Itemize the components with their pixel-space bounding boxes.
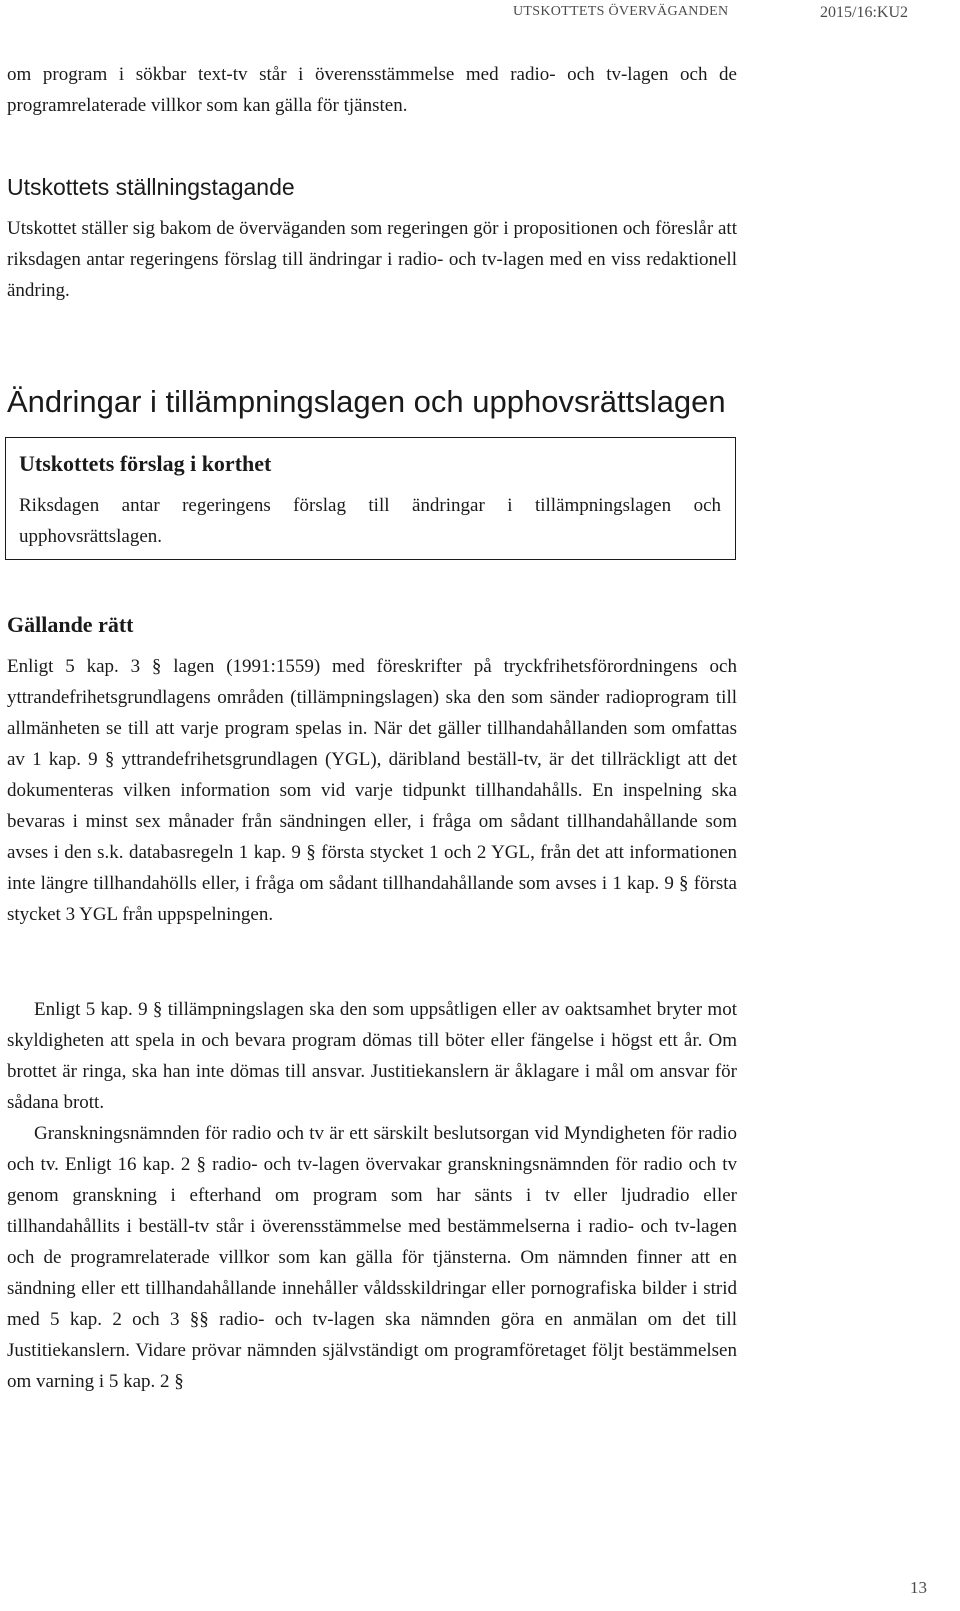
page-number: 13 (910, 1578, 927, 1597)
law-paragraph-1: Enligt 5 kap. 3 § lagen (1991:1559) med föreskrifter på tryckfrihetsförordningens och yttrandefrihetsgrundlagens områden (tillämpningslagen) ska den som sänder radioprogram till allmänheten se till att varje program spelas in. När det gäller tillhandahållanden som omfattas av 1 kap. 9 § yttrandefrihetsgrundlagen (YGL), däribland beställ-tv, är det tillräckligt att det dokumenteras vilken information som vid varje tidpunkt tillhandahålls. En inspelning ska bevaras i minst sex månader från sändningen eller, i fråga om sådant tillhandahållande som avses i den s.k. databasregeln 1 kap. 9 § första stycket 1 och 2 YGL, från det att informationen inte längre tillhandahölls eller, i fråga om sådant tillhandahållande som avses i 1 kap. 9 § första stycket 3 YGL från uppspelningen. (7, 656, 737, 925)
section-paragraph: Utskottet ställer sig bakom de överväganden som regeringen gör i propositionen och föreslår att riksdagen antar regeringens förslag till ändringar i radio- och tv-lagen med en viss redaktionell ändring. (7, 218, 737, 301)
chapter-heading: Ändringar i tillämpningslagen och upphovsrättslagen (7, 384, 726, 419)
law-paragraph-3-text: Granskningsnämnden för radio och tv är ett särskilt beslutsorgan vid Myndigheten för radio och tv. Enligt 16 kap. 2 § radio- och tv-lagen övervakar granskningsnämnden för radio och tv genom granskning i efterhand om program som har sänts i tv eller ljudradio eller tillhandahållits i beställ-tv står i överensstämmelse med bestämmelserna i radio- och tv-lagen och de programrelaterade villkor som kan gälla för tjänsterna. Om nämnden finner att en sändning eller ett tillhandahållande innehåller våldsskildringar eller pornografiska bilder i strid med 5 kap. 2 och 3 §§ radio- och tv-lagen ska nämnden göra en anmälan om det till Justitiekanslern. Vidare prövar nämnden självständigt om programföretaget följt bestämmelsen om varning i 5 kap. 2 § (7, 1123, 737, 1392)
section-heading: Utskottets ställningstagande (7, 174, 295, 200)
summary-box-heading: Utskottets förslag i korthet (19, 451, 272, 476)
running-header-title: UTSKOTTETS ÖVERVÄGANDEN (513, 4, 729, 19)
summary-box-text: Riksdagen antar regeringens förslag till ändringar i tillämpningslagen och upphovsrättslagen. (19, 495, 721, 547)
law-paragraph-3 (7, 1118, 737, 1397)
intro-paragraph: om program i sökbar text-tv står i överensstämmelse med radio- och tv-lagen och de programrelaterade villkor som kan gälla för tjänsten. (7, 64, 737, 116)
summary-box (5, 437, 736, 560)
running-header-reference: 2015/16:KU2 (820, 4, 908, 21)
law-heading: Gällande rätt (7, 612, 134, 637)
law-paragraph-2 (7, 994, 737, 1118)
law-paragraph-2-text: Enligt 5 kap. 9 § tillämpningslagen ska den som uppsåtligen eller av oaktsamhet bryter mot skyldigheten att spela in och bevara program dömas till böter eller fängelse i högst ett år. Om brottet är ringa, ska han inte dömas till ansvar. Justitiekanslern är åklagare i mål om ansvar för sådana brott. (7, 999, 737, 1113)
page-header (0, 0, 960, 22)
